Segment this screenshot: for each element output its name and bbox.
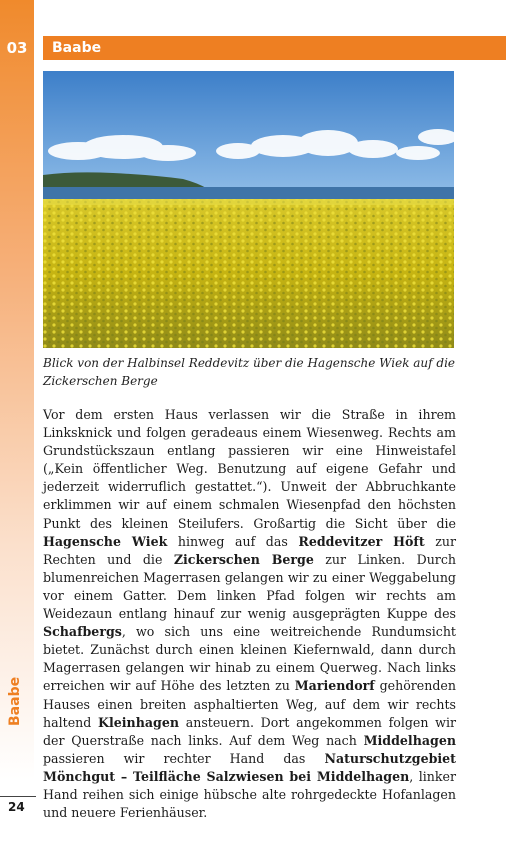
chapter-header [43,36,506,60]
photo-caption: Blick von der Halbinsel Reddevitz über die Hagensche Wiek auf die Zickerschen Berge [43,356,456,388]
page-number-rule [0,796,36,797]
page-number: 24 [8,800,25,814]
landscape-photo [43,71,454,348]
place-naturschutzgebiet: Naturschutzgebiet Mönchgut – Teilfläche Salzwiesen bei Middelhagen [43,750,456,784]
place-reddevitzer-hoeft: Reddevitzer Höft [298,533,425,549]
place-kleinhagen: Kleinhagen [98,714,180,730]
side-color-strip [0,0,34,780]
place-mariendorf: Mariendorf [294,678,375,694]
place-schafberg: Schafbergs [43,624,122,640]
place-hagensche-wiek: Hagensche Wiek [43,533,168,549]
place-middelhagen: Middelhagen [363,732,456,748]
chapter-number: 03 [6,39,28,57]
side-chapter-label [7,706,23,726]
body-text: Vor dem ersten Haus verlassen wir die Straße in ihrem Linksknick und folgen geradeaus einem Wiesenweg. Rechts am Grundstückszaun entlang passieren wir eine Hinweistafel („Kein öffentlicher Weg. Benutzung auf eigene Gefahr und jederzeit widerruflich gestattet.“). Unweit der Abbruchkante erklimmen wir auf einem schmalen Wiesenpfad den höchsten Punkt des kleinen Steilufers. Großartig die Sicht über die Hagensche Wiek hinweg auf das Reddevitzer Höft zur Rechten und die Zickerschen Berge zur Linken. Durch blumenreichen Magerrasen gelangen wir zu einer Weggabelung vor einem Gatter. Dem linken Pfad folgen wir rechts am Weidezaun entlang hinauf zur wenig ausgeprägten Kuppe des Schafbergs, wo sich uns eine weitreichende Rundumsicht bietet. Zunächst durch einen kleinen Kiefernwald, dann durch Magerrasen gelangen wir hinab zu einem Querweg. Nach links erreichen wir auf Höhe des letzten zu Mariendorf gehörenden Hauses einen breiten asphaltierten Weg, auf dem wir rechts haltend Kleinhagen ansteuern. Dort angekommen folgen wir der Querstraße nach links. Auf dem Weg nach Middelhagen passieren wir rechter Hand das Naturschutzgebiet Mönchgut – Teilfläche Salzwiesen bei Middelhagen, linker Hand reihen sich einige hübsche alte rohrgedeckte Hofanlagen und neuere Ferienhäuser. [43,407,457,821]
chapter-title: Baabe [52,40,102,56]
place-zickersche-berge: Zickerschen Berge [173,551,314,567]
